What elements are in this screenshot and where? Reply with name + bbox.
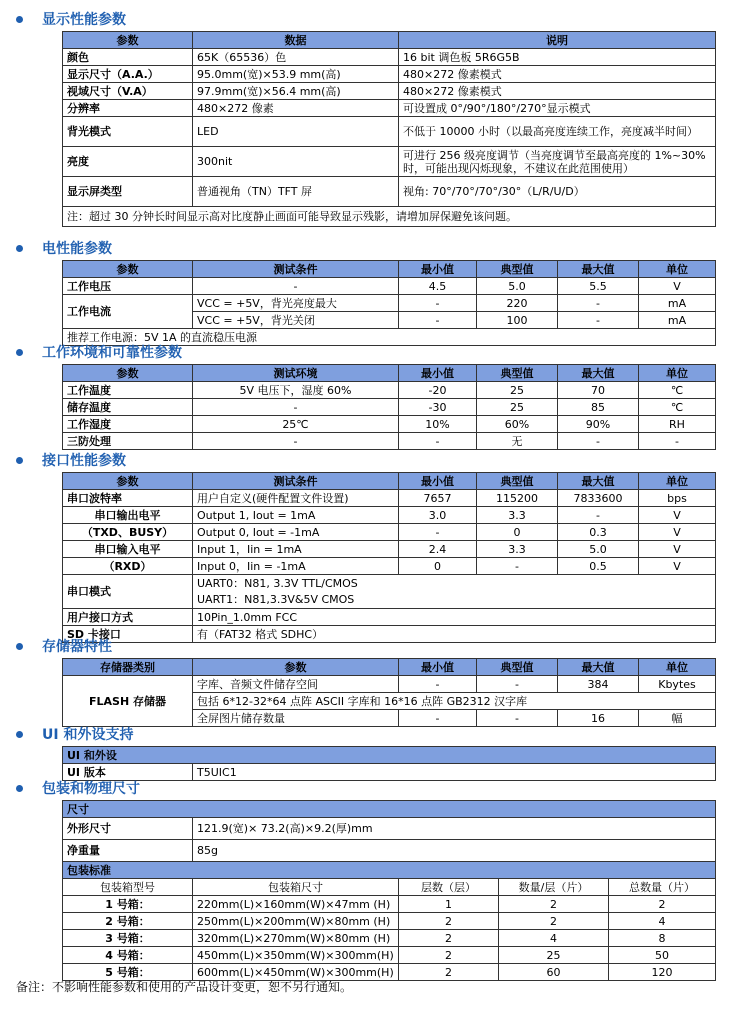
param-value: 121.9(宽)× 73.2(高)×9.2(厚)mm	[193, 818, 716, 840]
unit: mA	[639, 312, 716, 329]
test-condition: VCC = +5V，背光亮度最大	[193, 295, 399, 312]
section-electrical	[16, 238, 112, 258]
bullet-icon	[16, 349, 23, 356]
table-row	[63, 66, 716, 83]
param-label: 工作湿度	[63, 416, 193, 433]
table-header-row	[63, 473, 716, 490]
environment-table	[62, 364, 716, 450]
header-cell: 最小值	[399, 365, 477, 382]
max-value: 5.5	[558, 278, 639, 295]
header-cell: 最小值	[399, 473, 477, 490]
table-row	[63, 575, 716, 609]
typ-value: 3.3	[477, 507, 558, 524]
min-value: 2.4	[399, 541, 477, 558]
param-label: 工作电压	[63, 278, 193, 295]
header-cell: 最小值	[399, 659, 477, 676]
max-value: 5.0	[558, 541, 639, 558]
table-row	[63, 83, 716, 100]
header-cell: 说明	[399, 32, 716, 49]
section-title: 工作环境和可靠性参数	[42, 345, 182, 361]
typ-value: 220	[477, 295, 558, 312]
param-label: 分辨率	[63, 100, 193, 117]
param-label: 储存温度	[63, 399, 193, 416]
bullet-icon	[16, 643, 23, 650]
box-layers: 2	[399, 913, 499, 930]
unit: Kbytes	[639, 676, 716, 693]
storage-table	[62, 658, 716, 727]
param-label: 视域尺寸（V.A）	[63, 83, 193, 100]
unit: V	[639, 524, 716, 541]
typ-value: 无	[477, 433, 558, 450]
max-value: -	[558, 295, 639, 312]
max-value: 0.5	[558, 558, 639, 575]
bullet-icon	[16, 785, 23, 792]
box-qty-per-layer: 4	[499, 930, 609, 947]
table-row	[63, 558, 716, 575]
param-value: 65K（65536）色	[193, 49, 399, 66]
table-row	[63, 399, 716, 416]
header-cell: 最大值	[558, 473, 639, 490]
footer-note: 备注：不影响性能参数和使用的产品设计变更，恕不另行通知。	[16, 980, 353, 994]
table-row	[63, 49, 716, 66]
table-header-row	[63, 32, 716, 49]
box-qty-per-layer: 60	[499, 964, 609, 981]
table-header-row	[63, 747, 716, 764]
table-row	[63, 896, 716, 913]
header-cell: 最小值	[399, 261, 477, 278]
table-note: 推荐工作电源：5V 1A 的直流稳压电源	[63, 329, 716, 346]
typ-value: -	[477, 558, 558, 575]
typ-value: 25	[477, 399, 558, 416]
table-row	[63, 609, 716, 626]
column-label: 数量/层（片）	[499, 879, 609, 896]
unit: 幅	[639, 710, 716, 727]
display-table	[62, 31, 716, 227]
param-label: 串口输入电平	[63, 541, 193, 558]
typ-value: 60%	[477, 416, 558, 433]
section-storage	[16, 636, 112, 656]
box-model: 2 号箱：	[63, 913, 193, 930]
section-environment	[16, 342, 182, 362]
param-label: 净重量	[63, 840, 193, 862]
table-row	[63, 947, 716, 964]
box-model: 5 号箱：	[63, 964, 193, 981]
section-interface	[16, 450, 126, 470]
box-model: 4 号箱：	[63, 947, 193, 964]
typ-value: 3.3	[477, 541, 558, 558]
param-value: 全屏图片储存数量	[193, 710, 399, 727]
header-cell: 测试条件	[193, 473, 399, 490]
package-table	[62, 800, 716, 981]
box-layers: 1	[399, 896, 499, 913]
box-size: 450mm(L)×350mm(W)×300mm(H)	[193, 947, 399, 964]
column-label: 总数量（片）	[609, 879, 716, 896]
box-layers: 2	[399, 964, 499, 981]
min-value: 7657	[399, 490, 477, 507]
table-row	[63, 764, 716, 781]
section-package	[16, 778, 140, 798]
header-cell: 单位	[639, 365, 716, 382]
min-value: -20	[399, 382, 477, 399]
box-layers: 2	[399, 930, 499, 947]
param-label: （RXD）	[63, 558, 193, 575]
section-title: 存储器特性	[42, 639, 112, 655]
unit: ℃	[639, 399, 716, 416]
header-cell: 参数	[63, 473, 193, 490]
box-qty-per-layer: 25	[499, 947, 609, 964]
section-title: 接口性能参数	[42, 453, 126, 469]
param-label: （TXD、BUSY）	[63, 524, 193, 541]
param-label: 颜色	[63, 49, 193, 66]
bullet-icon	[16, 245, 23, 252]
test-condition: Input 0，Iin = -1mA	[193, 558, 399, 575]
max-value: 0.3	[558, 524, 639, 541]
param-label: 三防处理	[63, 433, 193, 450]
typ-value: 100	[477, 312, 558, 329]
min-value: 3.0	[399, 507, 477, 524]
bullet-icon	[16, 457, 23, 464]
test-condition: -	[193, 278, 399, 295]
table-row	[63, 416, 716, 433]
table-row	[63, 524, 716, 541]
param-label: 显示尺寸（A.A.）	[63, 66, 193, 83]
param-description: 可进行 256 级亮度调节（当亮度调节至最高亮度的 1%~30%时，可能出现闪烁现象，不建议在此范围使用）	[399, 147, 716, 177]
bullet-icon	[16, 16, 23, 23]
param-label: 背光模式	[63, 117, 193, 147]
param-value: 10Pin_1.0mm FCC	[193, 609, 716, 626]
table-header-row	[63, 261, 716, 278]
param-value: 85g	[193, 840, 716, 862]
min-value: -	[399, 295, 477, 312]
test-condition: VCC = +5V，背光关闭	[193, 312, 399, 329]
typ-value: -	[477, 676, 558, 693]
table-row	[63, 295, 716, 312]
param-value: 480×272 像素	[193, 100, 399, 117]
min-value: -30	[399, 399, 477, 416]
column-label: 包装箱型号	[63, 879, 193, 896]
header-cell: 典型值	[477, 365, 558, 382]
table-row	[63, 930, 716, 947]
table-row	[63, 913, 716, 930]
section-title: 电性能参数	[42, 241, 112, 257]
test-condition: -	[193, 399, 399, 416]
table-row	[63, 490, 716, 507]
header-cell: 数据	[193, 32, 399, 49]
header-cell: 典型值	[477, 261, 558, 278]
section-display	[16, 9, 126, 29]
table-header-row	[63, 659, 716, 676]
header-cell: 存储器类别	[63, 659, 193, 676]
unit: RH	[639, 416, 716, 433]
unit: bps	[639, 490, 716, 507]
box-model: 1 号箱：	[63, 896, 193, 913]
section-title: 显示性能参数	[42, 12, 126, 28]
box-total: 120	[609, 964, 716, 981]
min-value: -	[399, 710, 477, 727]
table-header-row	[63, 862, 716, 879]
param-label: FLASH 存储器	[63, 676, 193, 727]
max-value: -	[558, 312, 639, 329]
param-description: 480×272 像素模式	[399, 83, 716, 100]
max-value: -	[558, 433, 639, 450]
param-value: T5UIC1	[193, 764, 716, 781]
header-cell: 测试环境	[193, 365, 399, 382]
header-cell: 典型值	[477, 659, 558, 676]
typ-value: 0	[477, 524, 558, 541]
header-cell: 参数	[63, 365, 193, 382]
min-value: 10%	[399, 416, 477, 433]
header-cell: 参数	[63, 32, 193, 49]
param-label: SD 卡接口	[63, 626, 193, 643]
table-row	[63, 840, 716, 862]
table-row	[63, 117, 716, 147]
uart0-mode: UART0：N81, 3.3V TTL/CMOS	[197, 576, 358, 590]
column-label: 层数（层）	[399, 879, 499, 896]
table-row	[63, 382, 716, 399]
box-size: 600mm(L)×450mm(W)×300mm(H)	[193, 964, 399, 981]
param-description: 视角: 70°/70°/70°/30°（L/R/U/D）	[399, 177, 716, 207]
header-cell: 包装标准	[63, 862, 716, 879]
test-condition: 25℃	[193, 416, 399, 433]
min-value: 0	[399, 558, 477, 575]
param-description: 16 bit 调色板 5R6G5B	[399, 49, 716, 66]
max-value: -	[558, 507, 639, 524]
bullet-icon	[16, 731, 23, 738]
param-description: 可设置成 0°/90°/180°/270°显示模式	[399, 100, 716, 117]
param-value: 300nit	[193, 147, 399, 177]
table-header-row	[63, 801, 716, 818]
typ-value: 25	[477, 382, 558, 399]
unit: V	[639, 278, 716, 295]
interface-table	[62, 472, 716, 643]
max-value: 384	[558, 676, 639, 693]
table-row	[63, 879, 716, 896]
box-model: 3 号箱：	[63, 930, 193, 947]
header-cell: 最大值	[558, 659, 639, 676]
header-cell: UI 和外设	[63, 747, 716, 764]
table-note: 注：超过 30 分钟长时间显示高对比度静止画面可能导致显示残影，请增加屏保避免该问题。	[63, 207, 716, 227]
unit: mA	[639, 295, 716, 312]
table-header-row	[63, 365, 716, 382]
electrical-table	[62, 260, 716, 346]
param-value: 包括 6*12-32*64 点阵 ASCII 字库和 16*16 点阵 GB2312 汉字库	[193, 693, 716, 710]
test-condition: Output 1, Iout = 1mA	[193, 507, 399, 524]
section-title: 包装和物理尺寸	[42, 781, 140, 797]
table-row	[63, 433, 716, 450]
header-cell: 最大值	[558, 261, 639, 278]
header-cell: 单位	[639, 473, 716, 490]
box-total: 2	[609, 896, 716, 913]
header-cell: 单位	[639, 261, 716, 278]
param-label: 外形尺寸	[63, 818, 193, 840]
max-value: 90%	[558, 416, 639, 433]
param-label: 串口波特率	[63, 490, 193, 507]
param-value: LED	[193, 117, 399, 147]
test-condition: -	[193, 433, 399, 450]
unit: ℃	[639, 382, 716, 399]
min-value: -	[399, 312, 477, 329]
table-row	[63, 177, 716, 207]
box-size: 320mm(L)×270mm(W)×80mm (H)	[193, 930, 399, 947]
param-label: 工作电流	[63, 295, 193, 329]
box-total: 50	[609, 947, 716, 964]
unit: -	[639, 433, 716, 450]
param-label: 串口输出电平	[63, 507, 193, 524]
table-row	[63, 147, 716, 177]
table-row	[63, 676, 716, 693]
param-label: 显示屏类型	[63, 177, 193, 207]
uart1-mode: UART1：N81,3.3V&5V CMOS	[197, 592, 355, 606]
uart-modes	[193, 575, 716, 609]
min-value: -	[399, 524, 477, 541]
test-condition: Input 1，Iin = 1mA	[193, 541, 399, 558]
box-qty-per-layer: 2	[499, 896, 609, 913]
section-ui	[16, 724, 133, 744]
param-label: 工作温度	[63, 382, 193, 399]
param-description: 480×272 像素模式	[399, 66, 716, 83]
max-value: 7833600	[558, 490, 639, 507]
header-cell: 测试条件	[193, 261, 399, 278]
table-row	[63, 507, 716, 524]
typ-value: -	[477, 710, 558, 727]
unit: V	[639, 558, 716, 575]
param-value: 有（FAT32 格式 SDHC）	[193, 626, 716, 643]
box-layers: 2	[399, 947, 499, 964]
test-condition: 用户自定义(硬件配置文件设置)	[193, 490, 399, 507]
box-total: 8	[609, 930, 716, 947]
header-cell: 单位	[639, 659, 716, 676]
max-value: 70	[558, 382, 639, 399]
table-row	[63, 207, 716, 227]
table-row	[63, 818, 716, 840]
header-cell: 参数	[193, 659, 399, 676]
typ-value: 115200	[477, 490, 558, 507]
header-cell: 最大值	[558, 365, 639, 382]
box-total: 4	[609, 913, 716, 930]
param-value: 97.9mm(宽)×56.4 mm(高)	[193, 83, 399, 100]
param-value: 95.0mm(宽)×53.9 mm(高)	[193, 66, 399, 83]
typ-value: 5.0	[477, 278, 558, 295]
box-size: 250mm(L)×200mm(W)×80mm (H)	[193, 913, 399, 930]
table-row	[63, 100, 716, 117]
table-row	[63, 278, 716, 295]
param-value: 字库、音频文件储存空间	[193, 676, 399, 693]
column-label: 包装箱尺寸	[193, 879, 399, 896]
test-condition: Output 0, Iout = -1mA	[193, 524, 399, 541]
param-label: 用户接口方式	[63, 609, 193, 626]
param-label: 串口模式	[63, 575, 193, 609]
param-label: 亮度	[63, 147, 193, 177]
ui-table	[62, 746, 716, 781]
test-condition: 5V 电压下，湿度 60%	[193, 382, 399, 399]
section-title: UI 和外设支持	[42, 727, 134, 743]
param-description: 不低于 10000 小时（以最高亮度连续工作，亮度减半时间）	[399, 117, 716, 147]
unit: V	[639, 541, 716, 558]
max-value: 16	[558, 710, 639, 727]
box-size: 220mm(L)×160mm(W)×47mm (H)	[193, 896, 399, 913]
param-value: 普通视角（TN）TFT 屏	[193, 177, 399, 207]
box-qty-per-layer: 2	[499, 913, 609, 930]
header-cell: 尺寸	[63, 801, 716, 818]
header-cell: 参数	[63, 261, 193, 278]
table-row	[63, 626, 716, 643]
min-value: 4.5	[399, 278, 477, 295]
unit: V	[639, 507, 716, 524]
param-label: UI 版本	[63, 764, 193, 781]
min-value: -	[399, 676, 477, 693]
table-row	[63, 541, 716, 558]
max-value: 85	[558, 399, 639, 416]
header-cell: 典型值	[477, 473, 558, 490]
min-value: -	[399, 433, 477, 450]
